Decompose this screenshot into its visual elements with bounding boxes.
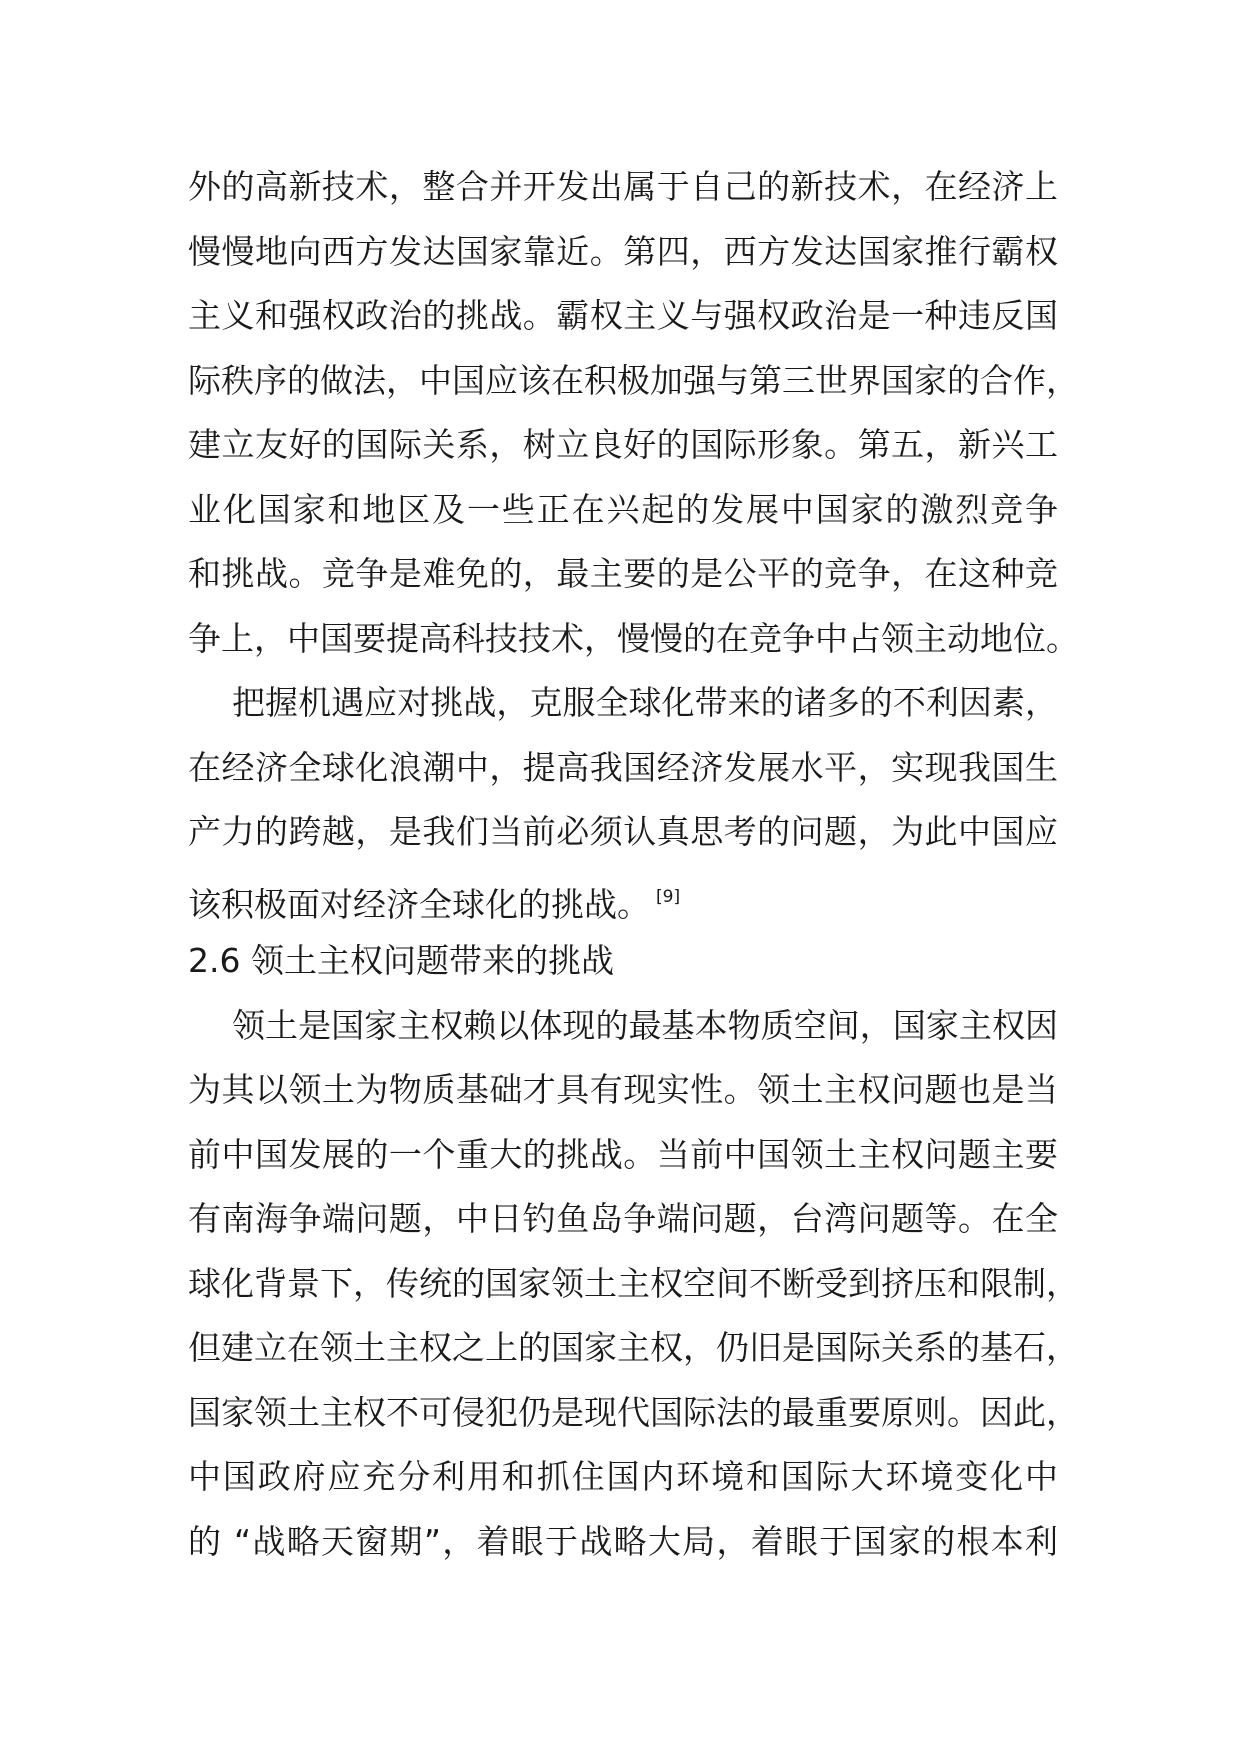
text-line-last (188, 865, 1058, 930)
text-line: 把握机遇应对挑战，克服全球化带来的诸多的不利因素， (232, 683, 1058, 722)
text-line: 球化背景下，传统的国家领土主权空间不断受到挤压和限制， (188, 1263, 1079, 1303)
text-line: 产力的跨越，是我们当前必须认真思考的问题，为此中国应 (188, 812, 1058, 851)
text-line: 业化国家和地区及一些正在兴起的发展中国家的激烈竞争 (188, 489, 1058, 529)
section-heading: 2.6 领土主权问题带来的挑战 (188, 941, 614, 980)
text-line: 争上，中国要提高科技技术，慢慢的在竞争中占领主动地位。 (188, 618, 1079, 658)
text-line: 的 “战略天窗期”，着眼于战略大局，着眼于国家的根本利 (188, 1521, 1058, 1561)
text-line: 有南海争端问题，中日钓鱼岛争端问题，台湾问题等。在全 (188, 1199, 1058, 1238)
text-line: 国家领土主权不可侵犯仍是现代国际法的最重要原则。因此， (188, 1392, 1079, 1432)
document-body (188, 155, 1079, 1574)
text-line: 为其以领土为物质基础才具有现实性。领土主权问题也是当 (188, 1070, 1058, 1109)
paragraph-3 (188, 994, 1079, 1575)
text-line: 中国政府应充分利用和抓住国内环境和国际大环境变化中 (188, 1457, 1058, 1496)
text-line-content: 该积极面对经济全球化的挑战。 (188, 884, 650, 924)
text-line: 在经济全球化浪潮中，提高我国经济发展水平，实现我国生 (188, 747, 1058, 787)
text-line: 慢慢地向西方发达国家靠近。第四，西方发达国家推行霸权 (188, 231, 1058, 271)
text-line: 主义和强权政治的挑战。霸权主义与强权政治是一种违反国 (188, 296, 1058, 335)
text-line: 领土是国家主权赖以体现的最基本物质空间，国家主权因 (232, 1005, 1058, 1045)
paragraph-1 (188, 155, 1079, 671)
text-line: 前中国发展的一个重大的挑战。当前中国领土主权问题主要 (188, 1134, 1058, 1174)
text-line: 和挑战。竞争是难免的，最主要的是公平的竞争，在这种竞 (188, 554, 1058, 593)
text-line: 建立友好的国际关系，树立良好的国际形象。第五，新兴工 (188, 425, 1058, 464)
citation-reference[interactable]: [9] (656, 886, 681, 907)
text-line: 但建立在领土主权之上的国家主权，仍旧是国际关系的基石， (188, 1328, 1079, 1367)
paragraph-2 (188, 671, 1058, 929)
text-line: 外的高新技术，整合并开发出属于自己的新技术，在经济上 (188, 167, 1058, 206)
text-line: 际秩序的做法，中国应该在积极加强与第三世界国家的合作， (188, 360, 1079, 400)
